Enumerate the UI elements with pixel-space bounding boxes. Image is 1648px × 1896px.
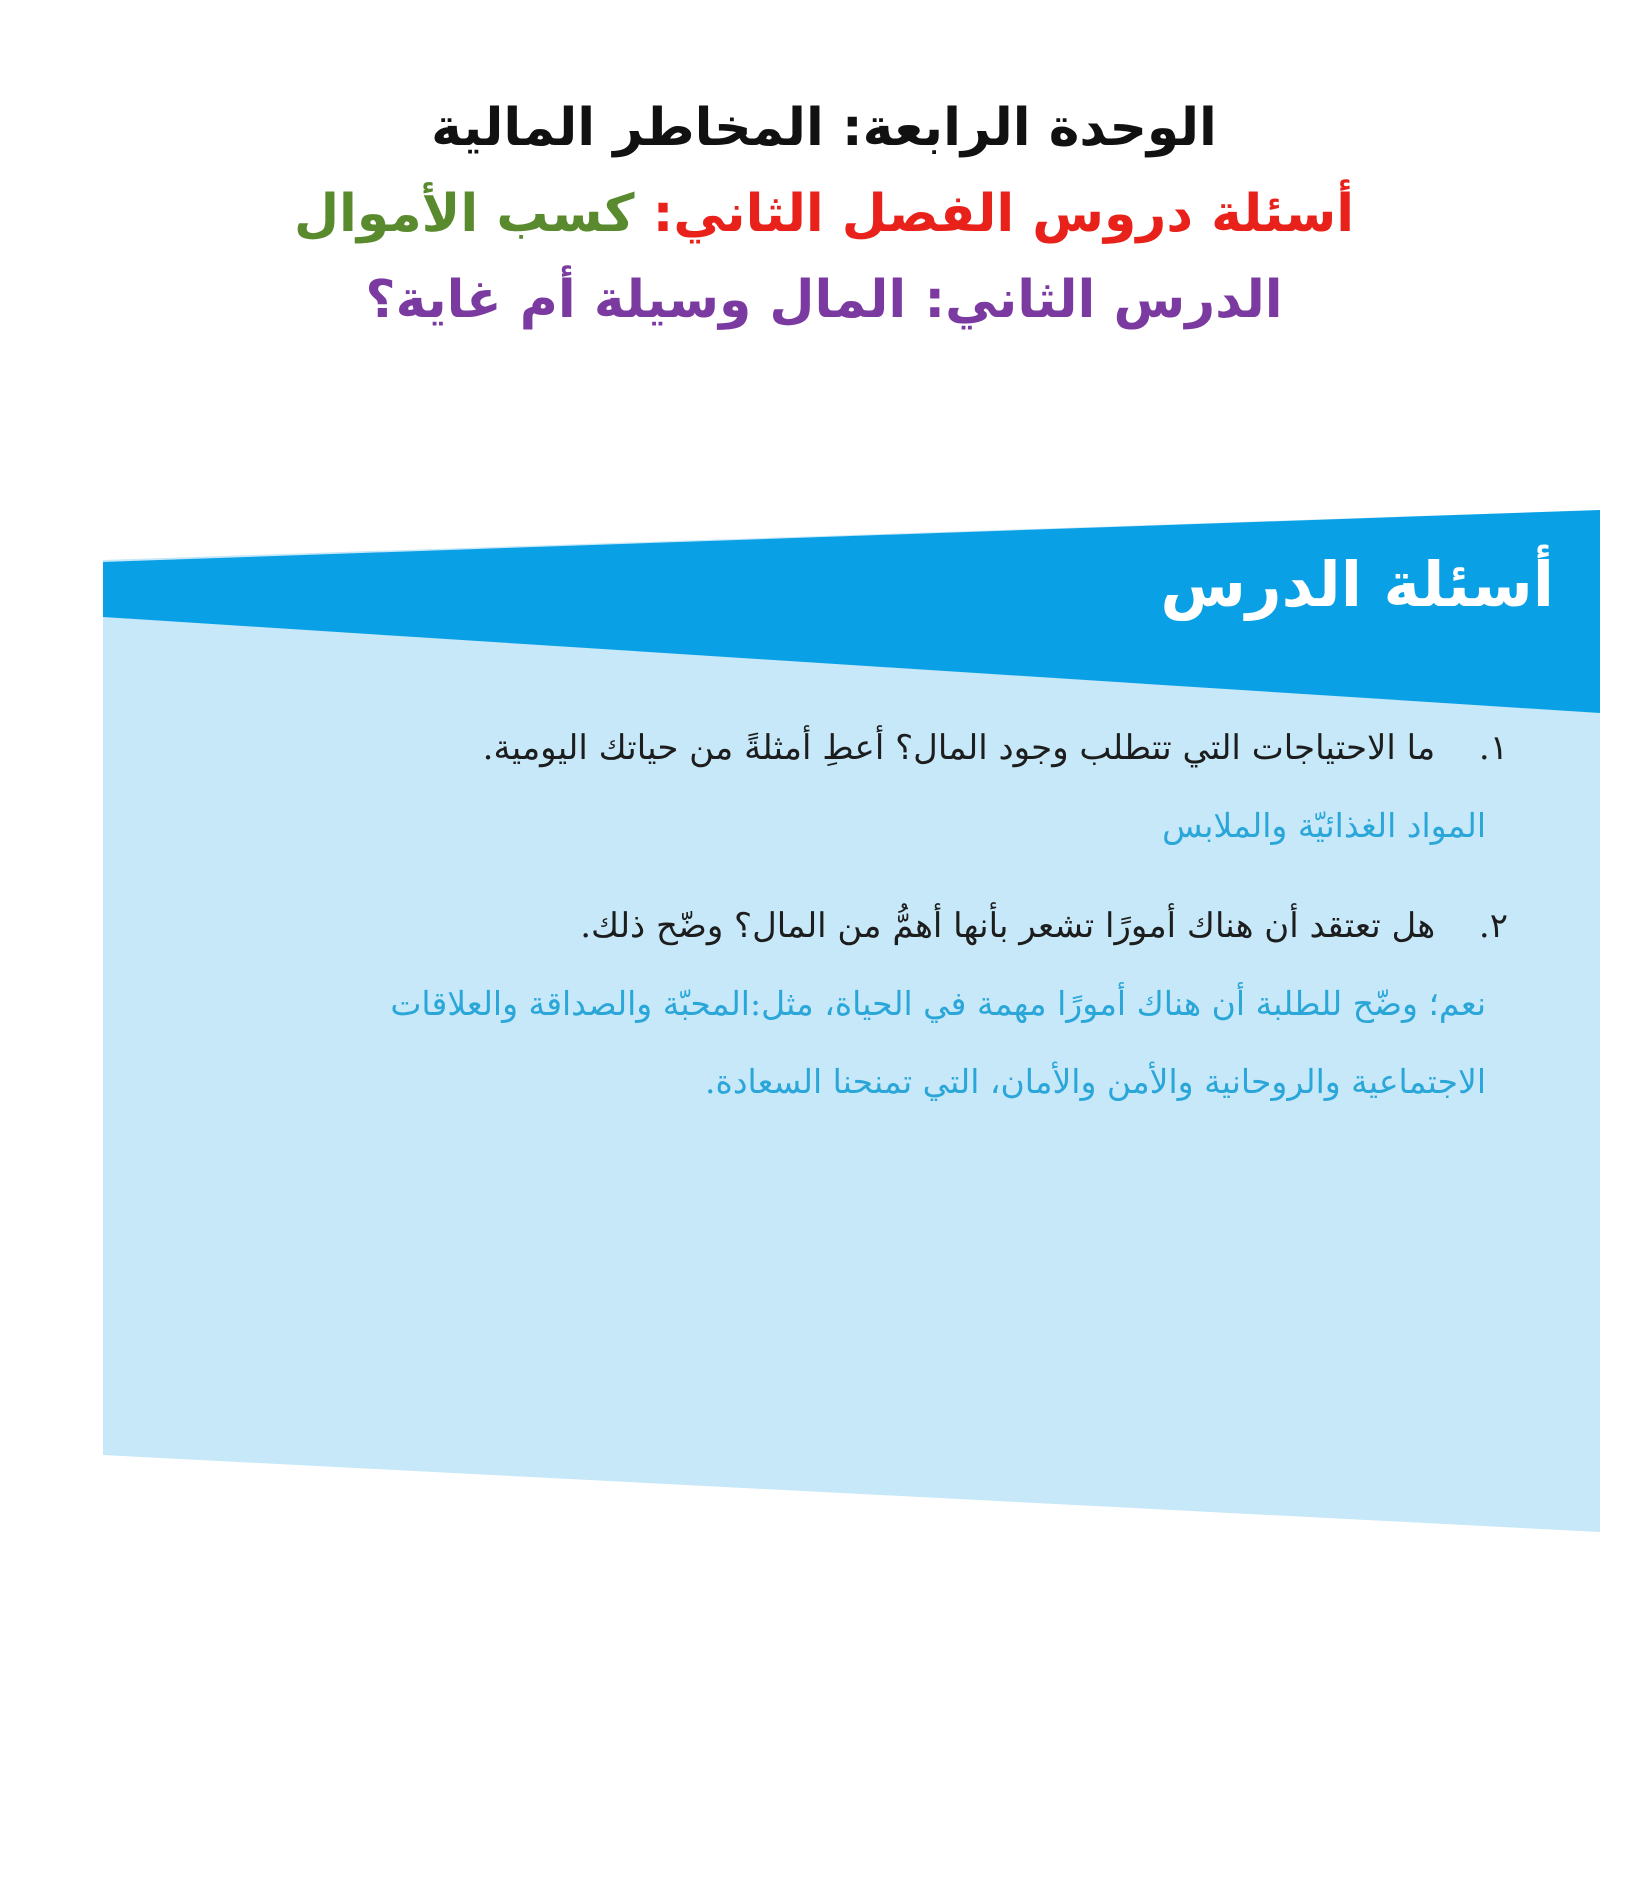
unit-title: الوحدة الرابعة: المخاطر المالية [431,98,1217,158]
question-2-number: ٢. [1478,906,1508,946]
chapter-title-name: كسب الأموال [293,184,635,244]
answer-1: المواد الغذائيّة والملابس [1162,806,1486,845]
chapter-title-prefix: أسئلة دروس الفصل الثاني: [652,184,1355,244]
question-1-text: ما الاحتياجات التي تتطلب وجود المال؟ أعطِ أمثلةً من حياتك اليومية. [482,728,1436,768]
answer-2-line-1: نعم؛ وضّح للطلبة أن هناك أمورًا مهمة في الحياة، مثل:المحبّة والصداقة والعلاقات [390,984,1486,1023]
answer-2-line-2: الاجتماعية والروحانية والأمن والأمان، التي تمنحنا السعادة. [705,1062,1486,1101]
section-title: أسئلة الدرس [1160,548,1554,621]
question-1-number: ١. [1478,728,1508,768]
question-1 [483,728,1508,768]
lesson-title: الدرس الثاني: المال وسيلة أم غاية؟ [365,270,1283,330]
question-2-text: هل تعتقد أن هناك أمورًا تشعر بأنها أهمُّ من المال؟ وضّح ذلك. [580,906,1436,946]
question-2 [580,906,1508,946]
